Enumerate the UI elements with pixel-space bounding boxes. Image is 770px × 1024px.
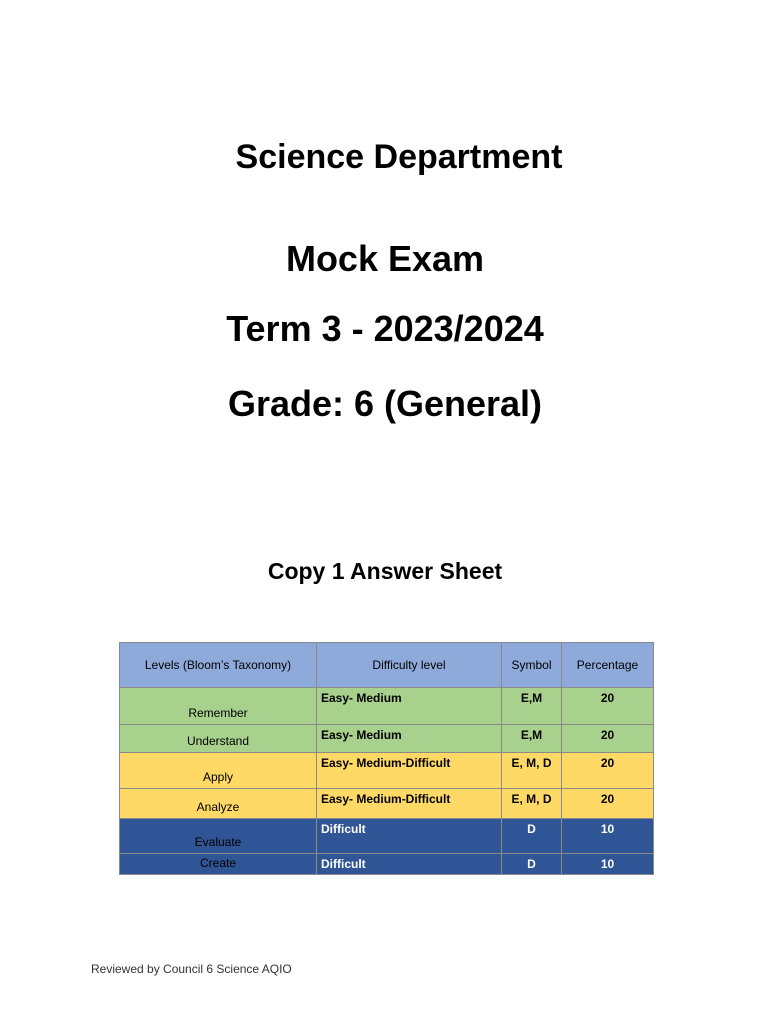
- header-symbol: Symbol: [502, 643, 562, 688]
- percentage-cell: 20: [562, 688, 654, 725]
- difficulty-cell: Difficult: [317, 854, 502, 875]
- symbol-cell: E, M, D: [502, 753, 562, 789]
- difficulty-cell: Difficult: [317, 819, 502, 854]
- header-levels: Levels (Bloom’s Taxonomy): [120, 643, 317, 688]
- percentage-cell: 20: [562, 789, 654, 819]
- grade-title: Grade: 6 (General): [227, 383, 543, 424]
- table-row: [120, 854, 654, 875]
- percentage-cell: 20: [562, 753, 654, 789]
- review-footer: Reviewed by Council 6 Science AQIO: [91, 962, 292, 976]
- table-row: [120, 819, 654, 854]
- level-cell: Analyze: [120, 789, 317, 819]
- level-cell: Remember: [120, 688, 317, 725]
- table-row: [120, 688, 654, 725]
- symbol-cell: E,M: [502, 725, 562, 753]
- level-cell: Create: [120, 854, 317, 875]
- symbol-cell: E,M: [502, 688, 562, 725]
- term-title: Term 3 - 2023/2024: [226, 308, 544, 349]
- answer-sheet-subtitle: Copy 1 Answer Sheet: [267, 558, 503, 584]
- table-row: [120, 789, 654, 819]
- percentage-cell: 10: [562, 819, 654, 854]
- header-percentage: Percentage: [562, 643, 654, 688]
- level-cell: Apply: [120, 753, 317, 789]
- difficulty-cell: Easy- Medium-Difficult: [317, 789, 502, 819]
- percentage-cell: 20: [562, 725, 654, 753]
- difficulty-cell: Easy- Medium: [317, 725, 502, 753]
- percentage-cell: 10: [562, 854, 654, 875]
- symbol-cell: E, M, D: [502, 789, 562, 819]
- symbol-cell: D: [502, 819, 562, 854]
- table-row: [120, 725, 654, 753]
- department-title: Science Department: [235, 138, 563, 176]
- table-row: [120, 753, 654, 789]
- table-header-row: [120, 643, 654, 688]
- blooms-taxonomy-table: [119, 642, 654, 875]
- header-difficulty: Difficulty level: [317, 643, 502, 688]
- level-cell: Evaluate: [120, 819, 317, 854]
- difficulty-cell: Easy- Medium: [317, 688, 502, 725]
- level-cell: Understand: [120, 725, 317, 753]
- exam-title: Mock Exam: [285, 238, 485, 279]
- symbol-cell: D: [502, 854, 562, 875]
- difficulty-cell: Easy- Medium-Difficult: [317, 753, 502, 789]
